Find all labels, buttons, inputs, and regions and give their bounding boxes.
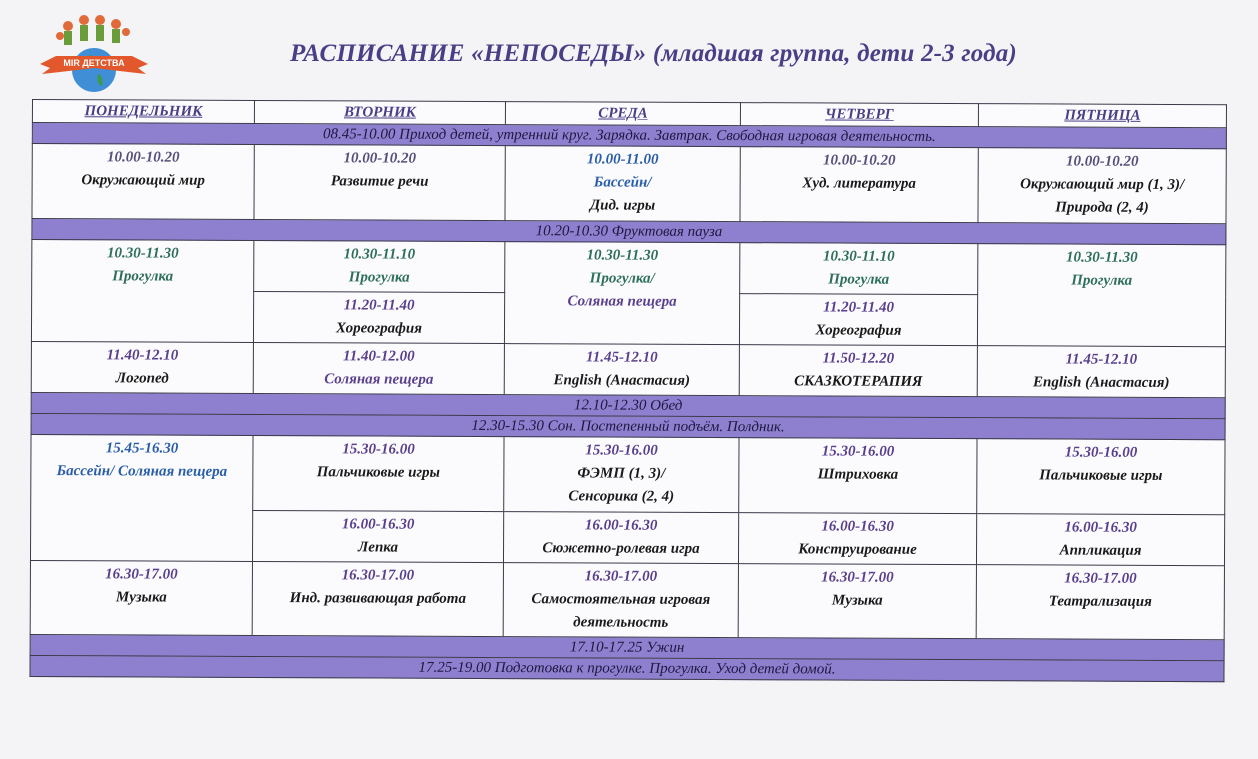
activity-name: Дид. игры	[589, 197, 656, 214]
time-slot: 10.00-11.00	[586, 151, 659, 168]
activity-name: Прогулка	[348, 269, 410, 286]
schedule-row	[31, 434, 1225, 514]
time-slot: 10.00-10.20	[106, 149, 180, 166]
schedule-cell	[739, 345, 977, 397]
schedule-row	[31, 341, 1225, 397]
schedule-table	[29, 99, 1227, 682]
time-slot: 11.40-12.10	[106, 347, 179, 364]
time-slot: 10.30-11.30	[106, 245, 179, 262]
activity-name: Бассейн/	[593, 174, 652, 191]
time-slot: 10.30-11.30	[586, 247, 659, 264]
time-slot: 16.30-17.00	[105, 566, 178, 583]
time-slot: 10.00-10.20	[343, 150, 417, 167]
activity-name: Сенсорика (2, 4)	[568, 488, 675, 505]
time-slot: 16.30-17.00	[341, 567, 415, 584]
activity-name: Лепка	[357, 539, 399, 556]
schedule-cell	[738, 564, 976, 639]
band-activity: 12.10-12.30 Обед	[31, 392, 1225, 418]
activity-name: Пальчиковые игры	[316, 464, 441, 481]
time-slot: 16.00-16.30	[821, 518, 894, 535]
schedule-cell	[253, 435, 504, 511]
activity-name: Бассейн/ Соляная пещера	[56, 463, 228, 480]
schedule-cell	[30, 434, 253, 561]
schedule-band-row	[30, 655, 1224, 681]
schedule-cell	[977, 439, 1225, 515]
time-slot: 16.30-17.00	[821, 569, 894, 586]
band-activity: 12.30-15.30 Сон. Постепенный подъём. Полдник.	[31, 413, 1225, 439]
schedule-cell	[977, 244, 1225, 347]
time-slot: 16.00-16.30	[584, 517, 658, 534]
activity-name: Музыка	[831, 592, 883, 609]
activity-name: Штриховка	[817, 466, 899, 483]
schedule-cell	[503, 563, 738, 638]
schedule-cell	[503, 512, 738, 564]
time-slot: 15.30-16.00	[342, 441, 415, 458]
schedule-cell	[254, 240, 505, 292]
schedule-cell	[740, 147, 978, 223]
activity-name: Театрализация	[1048, 593, 1152, 610]
time-slot: 10.00-10.20	[822, 152, 896, 169]
activity-name: Прогулка	[828, 271, 890, 288]
band-activity: 10.20-10.30 Фруктовая пауза	[32, 219, 1226, 245]
page-title: РАСПИСАНИЕ «НЕПОСЕДЫ» (младшая группа, дети 2-3 года)	[290, 40, 1017, 67]
day-header: ЧЕТВЕРГ	[740, 103, 978, 127]
activity-name: Соляная пещера	[567, 293, 677, 310]
schedule-cell	[740, 243, 978, 295]
time-slot: 10.00-10.20	[1065, 153, 1139, 170]
day-header: ПОНЕДЕЛЬНИК	[32, 100, 254, 124]
time-slot: 16.30-17.00	[584, 568, 658, 585]
schedule-cell	[504, 242, 739, 345]
schedule-cell	[976, 565, 1224, 640]
time-slot: 15.45-16.30	[105, 440, 179, 457]
activity-name: Конструирование	[798, 541, 917, 558]
activity-name: ФЭМП (1, 3)/	[577, 465, 666, 482]
band-activity: 08.45-10.00 Приход детей, утренний круг. Зарядка. Завтрак. Свободная игровая деятельность.	[32, 123, 1226, 149]
day-header: ВТОРНИК	[254, 100, 505, 124]
activity-name: Худ. литература	[802, 175, 916, 192]
activity-name: Хореография	[335, 320, 423, 337]
activity-name: Прогулка	[112, 268, 174, 285]
activity-name: Самостоятельная игровая деятельность	[531, 591, 711, 631]
time-slot: 11.20-11.40	[343, 297, 415, 314]
time-slot: 10.30-11.10	[343, 246, 416, 263]
logo	[38, 12, 150, 94]
time-slot: 16.00-16.30	[341, 516, 415, 533]
schedule-cell	[31, 240, 253, 343]
schedule-cell	[739, 294, 977, 346]
schedule-row	[32, 240, 1226, 296]
schedule-cell	[252, 561, 503, 636]
schedule-cell	[504, 344, 739, 396]
activity-name: Аппликация	[1059, 542, 1142, 559]
time-slot: 16.30-17.00	[1064, 570, 1137, 587]
activity-name: Музыка	[115, 589, 167, 606]
schedule-cell	[505, 146, 740, 222]
activity-name: English (Анастасия)	[553, 372, 691, 389]
activity-name: Инд. развивающая работа	[289, 590, 467, 607]
time-slot: 11.45-12.10	[585, 349, 658, 366]
activity-name: Развитие речи	[330, 173, 429, 190]
time-slot: 16.00-16.30	[1064, 519, 1137, 536]
activity-name: Соляная пещера	[324, 371, 434, 388]
schedule-cell	[254, 144, 505, 220]
time-slot: 15.30-16.00	[1064, 444, 1138, 461]
band-activity: 17.25-19.00 Подготовка к прогулке. Прогулка. Уход детей домой.	[30, 655, 1224, 681]
activity-name: English (Анастасия)	[1032, 374, 1170, 391]
schedule-cell	[976, 514, 1224, 566]
schedule-cell	[253, 342, 504, 394]
time-slot: 11.45-12.10	[1065, 351, 1138, 368]
activity-name: Сюжетно-ролевая игра	[542, 540, 700, 557]
activity-name: Логопед	[115, 370, 169, 387]
schedule-cell	[31, 341, 253, 393]
schedule-cell	[253, 291, 504, 343]
schedule-cell	[30, 560, 252, 635]
time-slot: 15.30-16.00	[821, 443, 895, 460]
activity-name: Прогулка	[1071, 272, 1133, 289]
time-slot: 11.40-12.00	[343, 348, 415, 365]
activity-name: СКАЗКОТЕРАПИЯ	[794, 373, 923, 390]
logo-text: MIR ДЕТСТВА	[63, 58, 125, 68]
activity-name: Природа (2, 4)	[1055, 199, 1149, 216]
time-slot: 10.30-11.10	[822, 248, 895, 265]
activity-name: Хореография	[815, 322, 902, 339]
schedule-cell	[32, 144, 254, 220]
schedule-cell	[504, 437, 739, 513]
time-slot: 11.20-11.40	[823, 299, 895, 316]
schedule-cell	[252, 510, 503, 562]
activity-name: Окружающий мир	[81, 172, 205, 189]
schedule-row	[32, 144, 1226, 224]
day-header: СРЕДА	[505, 102, 740, 126]
schedule-cell	[738, 513, 976, 565]
time-slot: 11.50-12.20	[822, 350, 895, 367]
activity-name: Пальчиковые игры	[1039, 467, 1163, 484]
schedule-cell	[977, 346, 1225, 398]
activity-name: Окружающий мир (1, 3)/	[1020, 176, 1185, 194]
schedule-row	[30, 560, 1224, 639]
activity-name: Прогулка/	[589, 270, 655, 287]
schedule-cell	[978, 148, 1226, 224]
day-header: ПЯТНИЦА	[978, 104, 1226, 128]
band-activity: 17.10-17.25 Ужин	[30, 634, 1224, 660]
schedule-cell	[739, 438, 977, 514]
time-slot: 15.30-16.00	[585, 442, 658, 459]
time-slot: 10.30-11.30	[1065, 249, 1138, 266]
